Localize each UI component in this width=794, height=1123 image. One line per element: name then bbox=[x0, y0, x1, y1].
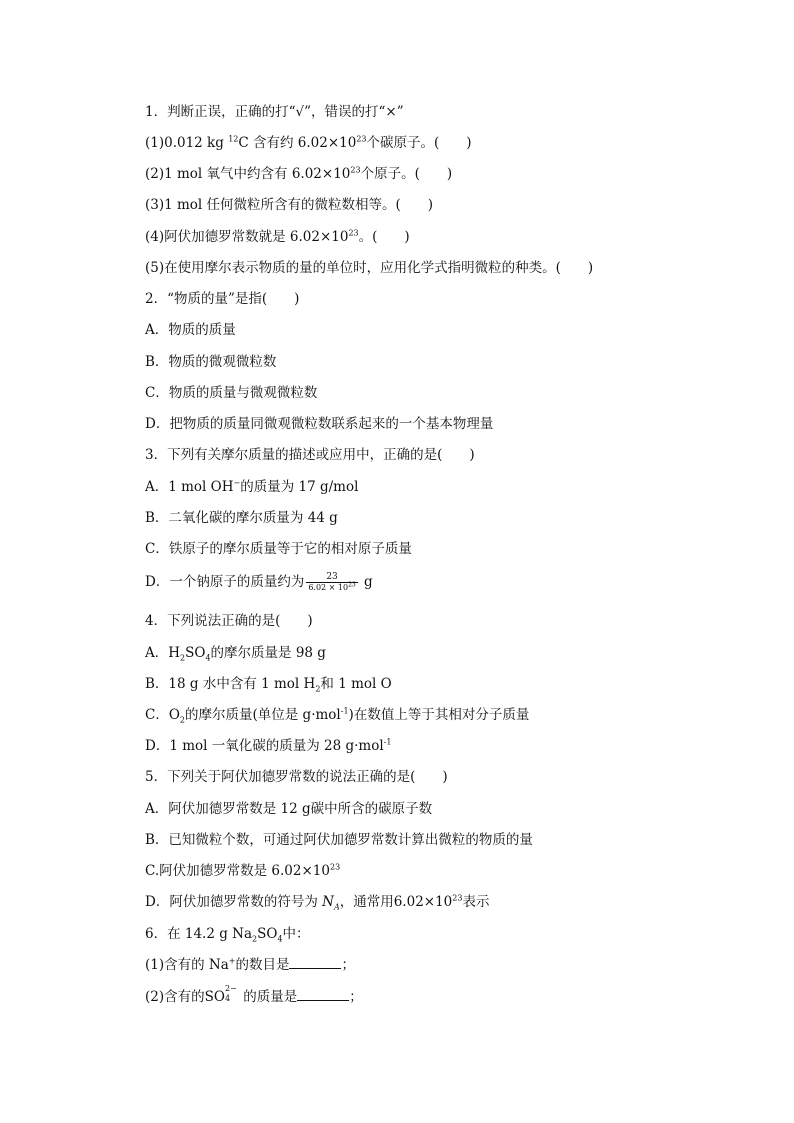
q5-a-text: A．阿伏加德罗常数是 12 g碳中所含的碳原子数 bbox=[145, 801, 433, 817]
q1-i2-post: 个原子。( ) bbox=[360, 166, 453, 182]
q5-option-b bbox=[145, 831, 533, 849]
q1-stem bbox=[145, 103, 404, 121]
q3-d-post: g bbox=[359, 574, 373, 590]
q1-item-1 bbox=[145, 134, 472, 152]
q5-stem-text: 5．下列关于阿伏加德罗常数的说法正确的是( ) bbox=[145, 769, 448, 785]
q2-option-b bbox=[145, 353, 276, 371]
q2-option-c bbox=[145, 384, 317, 402]
q6-stem bbox=[145, 925, 310, 943]
q4-stem-text: 4．下列说法正确的是( ) bbox=[145, 613, 313, 629]
answer-blank[interactable] bbox=[297, 988, 349, 1001]
q6-stem-mid: SO bbox=[257, 926, 278, 942]
fraction-den-base: 6.02 × 10 bbox=[308, 583, 349, 592]
q1-item-4 bbox=[145, 228, 410, 246]
q5-b-text: B．已知微粒个数，可通过阿伏加德罗常数计算出微粒的物质的量 bbox=[145, 832, 533, 848]
q5-option-a bbox=[145, 800, 432, 818]
q3-b-text: B．二氧化碳的摩尔质量为 44 g bbox=[145, 510, 338, 526]
q2-b-text: B．物质的微观微粒数 bbox=[145, 354, 277, 370]
sulfate-charge-stack: 2− 4 bbox=[224, 984, 237, 1003]
q6-stem-post: 中： bbox=[282, 926, 310, 942]
q4-a-post: 的摩尔质量是 98 g bbox=[210, 645, 326, 661]
q4-b-post: 和 1 mol O bbox=[320, 676, 392, 692]
q4-c-post: )在数值上等于其相对分子质量 bbox=[348, 707, 530, 723]
q1-i5-text: (5)在使用摩尔表示物质的量的单位时，应用化学式指明微粒的种类。( ) bbox=[145, 260, 594, 276]
q4-c-sup: -1 bbox=[340, 706, 349, 716]
q6-i2-pre: (2)含有的SO bbox=[145, 989, 225, 1005]
q6-i2-post: 的质量是 bbox=[238, 989, 298, 1005]
q4-b-sub: 2 bbox=[315, 684, 321, 694]
q5-c-pre: C.阿伏加德罗常数是 6.02×10 bbox=[145, 863, 330, 879]
q6-stem-sub2: 4 bbox=[277, 934, 283, 944]
q4-b-pre: B．18 g 水中含有 1 mol H bbox=[145, 676, 316, 692]
q5-option-c bbox=[145, 862, 340, 880]
q4-a-pre: A．H bbox=[145, 645, 181, 661]
q6-stem-sub1: 2 bbox=[252, 934, 258, 944]
q3-option-a bbox=[145, 478, 358, 496]
q3-stem bbox=[145, 446, 475, 464]
q5-d-post: 表示 bbox=[462, 894, 490, 910]
q1-i1-sup1: 12 bbox=[228, 134, 239, 144]
q6-i2-end: ； bbox=[349, 989, 363, 1005]
q1-i1-post: 个碳原子。( ) bbox=[366, 135, 472, 151]
q1-i3-text: (3)1 mol 任何微粒所含有的微粒数相等。( ) bbox=[145, 197, 434, 213]
q4-c-pre: C．O bbox=[145, 707, 180, 723]
q3-d-fraction bbox=[306, 572, 357, 593]
q4-a-sub2: 4 bbox=[205, 653, 211, 663]
q1-i4-post: 。( ) bbox=[358, 229, 410, 245]
q4-option-b bbox=[145, 675, 392, 693]
q4-stem bbox=[145, 612, 313, 630]
q1-i1-pre: (1)0.012 kg bbox=[145, 135, 229, 151]
q1-item-2 bbox=[145, 165, 452, 183]
q1-i4-sup: 23 bbox=[348, 228, 359, 238]
q1-stem-text: 1．判断正误，正确的打“√”，错误的打“×” bbox=[145, 104, 404, 120]
q2-option-d bbox=[145, 415, 493, 433]
q2-d-text: D．把物质的质量同微观微粒数联系起来的一个基本物理量 bbox=[145, 416, 494, 432]
avogadro-symbol: N bbox=[322, 894, 334, 910]
q1-item-3 bbox=[145, 196, 433, 214]
q5-c-sup: 23 bbox=[329, 862, 341, 872]
q6-i1-pre: (1)含有的 Na bbox=[145, 957, 229, 973]
q1-i1-sup2: 23 bbox=[356, 134, 367, 144]
q3-a-pre: A．1 mol OH bbox=[145, 479, 234, 495]
q1-i2-pre: (2)1 mol 氧气中约含有 6.02×10 bbox=[145, 166, 351, 182]
q3-a-post: 的质量为 17 g/mol bbox=[240, 479, 359, 495]
q3-a-sup: − bbox=[233, 478, 241, 488]
answer-blank[interactable] bbox=[289, 956, 341, 969]
q6-i1-end: ； bbox=[341, 957, 355, 973]
q1-i1-mid: C 含有约 6.02×10 bbox=[238, 135, 357, 151]
q6-item-2 bbox=[145, 984, 363, 1006]
fraction-numerator: 23 bbox=[326, 572, 338, 582]
q4-option-d bbox=[145, 737, 391, 755]
q4-c-sub: 2 bbox=[179, 715, 185, 725]
fraction-den-exp: 23 bbox=[348, 581, 356, 589]
q4-d-pre: D．1 mol 一氧化碳的质量为 28 g·mol bbox=[145, 738, 384, 754]
q3-d-pre: D．一个钠原子的质量约为 bbox=[145, 574, 305, 590]
fraction-denominator bbox=[306, 582, 357, 593]
q4-c-mid: 的摩尔质量(单位是 g·mol bbox=[185, 707, 341, 723]
q4-option-a bbox=[145, 644, 326, 662]
q5-option-d bbox=[145, 893, 489, 911]
q3-option-d bbox=[145, 570, 373, 594]
q1-item-5 bbox=[145, 259, 593, 277]
q2-option-a bbox=[145, 321, 236, 339]
q5-d-mid: ，通常用6.02×10 bbox=[339, 894, 453, 910]
q4-d-sup: -1 bbox=[383, 737, 392, 747]
q3-option-b bbox=[145, 509, 338, 527]
avogadro-symbol-sub: A bbox=[333, 902, 340, 912]
q6-stem-pre: 6．在 14.2 g Na bbox=[145, 926, 253, 942]
q6-item-1 bbox=[145, 956, 355, 974]
q2-stem-text: 2．“物质的量”是指( ) bbox=[145, 291, 300, 307]
q5-stem bbox=[145, 768, 448, 786]
q5-d-pre: D．阿伏加德罗常数的符号为 bbox=[145, 894, 323, 910]
q2-stem bbox=[145, 290, 299, 308]
q2-a-text: A．物质的质量 bbox=[145, 322, 236, 338]
q4-a-mid: SO bbox=[185, 645, 206, 661]
q3-stem-text: 3．下列有关摩尔质量的描述或应用中，正确的是( ) bbox=[145, 447, 475, 463]
q6-i1-post: 的数目是 bbox=[235, 957, 290, 973]
q3-option-c bbox=[145, 540, 412, 558]
q2-c-text: C．物质的质量与微观微粒数 bbox=[145, 385, 318, 401]
q3-c-text: C．铁原子的摩尔质量等于它的相对原子质量 bbox=[145, 541, 412, 557]
q1-i4-pre: (4)阿伏加德罗常数就是 6.02×10 bbox=[145, 229, 349, 245]
q6-i1-sup: + bbox=[228, 956, 236, 966]
q4-option-c bbox=[145, 706, 529, 724]
q5-d-sup: 23 bbox=[452, 893, 463, 903]
q4-a-sub1: 2 bbox=[180, 653, 186, 663]
q1-i2-sup: 23 bbox=[350, 165, 361, 175]
